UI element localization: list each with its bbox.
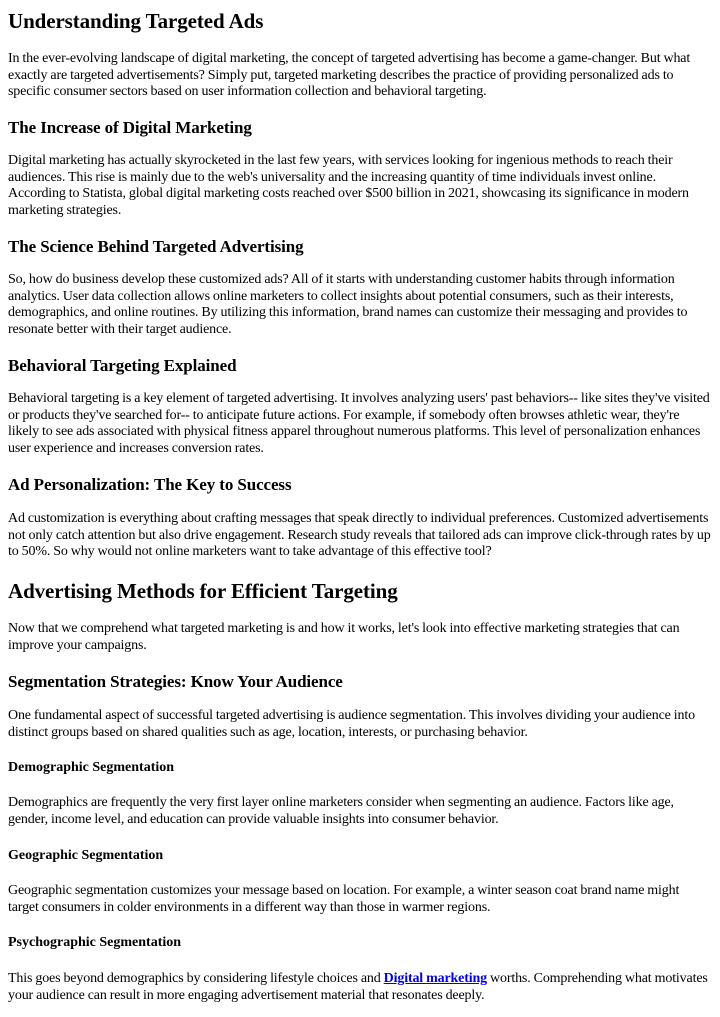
digital-marketing-link[interactable]: Digital marketing <box>383 971 487 986</box>
methods-title: Advertising Methods for Efficient Targeting <box>8 579 398 603</box>
demographic-body: Demographics are frequently the very first layer online marketers consider when segmenting an audience. Factors like age, gender, income level, and education can provide valuable insights into consumer behavior. <box>8 795 674 827</box>
section-body-behavioral: Behavioral targeting is a key element of targeted advertising. It involves analyzing users' past behaviors-- like sites they've visited or products they've searched for-- to anticipate future actions. For example, if somebody often browses athletic wear, they're likely to see ads associated with physical fitness apparel throughout numerous platforms. This level of personalization enhances user experience and increases conversion rates. <box>8 391 710 456</box>
section-heading-behavioral: Behavioral Targeting Explained <box>8 356 237 375</box>
demographic-heading: Demographic Segmentation <box>8 760 175 775</box>
intro-paragraph: In the ever-evolving landscape of digital marketing, the concept of targeted advertising has become a game-changer. But what exactly are targeted advertisements? Simply put, targeted marketing describes the practice of providing personalized ads to specific consumer sectors based on user information collection and behavioral targeting. <box>8 51 691 99</box>
section-heading-increase: The Increase of Digital Marketing <box>8 118 252 137</box>
methods-intro: Now that we comprehend what targeted marketing is and how it works, let's look into effective marketing strategies that can improve your campaigns. <box>8 621 680 653</box>
section-heading-personalization: Ad Personalization: The Key to Success <box>8 475 292 494</box>
psychographic-body-end: worths. Comprehending what motivates your audience can result in more engaging advertisement material that resonates deeply. <box>8 971 708 1003</box>
geographic-body: Geographic segmentation customizes your message based on location. For example, a winter season coat brand name might target consumers in colder environments in a different way than those in warmer regions. <box>8 883 680 915</box>
page-title: Understanding Targeted Ads <box>8 9 264 33</box>
section-body-science: So, how do business develop these customized ads? All of it starts with understanding customer habits through information analytics. User data collection allows online marketers to collect insights about potential consumers, such as their interests, demographics, and online routines. By utilizing this information, brand names can customize their messaging and provides to resonate better with their target audience. <box>8 272 688 337</box>
section-heading-science: The Science Behind Targeted Advertising <box>8 237 304 256</box>
geographic-heading: Geographic Segmentation <box>8 848 164 863</box>
psychographic-body-start: This goes beyond demographics by considering lifestyle choices and <box>8 971 384 986</box>
section-body-personalization: Ad customization is everything about crafting messages that speak directly to individual preferences. Customized advertisements not only catch attention but also drive engagement. Research study reveals that tailored ads can improve click-through rates by up to 50%. So why would not online marketers want to take advantage of this effective tool? <box>8 511 711 559</box>
segmentation-body: One fundamental aspect of successful targeted advertising is audience segmentation. This involves dividing your audience into distinct groups based on shared qualities such as age, location, interests, or purchasing behavior. <box>8 708 695 740</box>
segmentation-heading: Segmentation Strategies: Know Your Audience <box>8 672 343 691</box>
section-body-increase: Digital marketing has actually skyrocketed in the last few years, with services looking for ingenious methods to reach their audiences. This rise is mainly due to the web's universality and the increasing quantity of time individuals invest online. According to Statista, global digital marketing costs reached over $500 billion in 2021, showcasing its significance in modern marketing strategies. <box>8 153 689 218</box>
psychographic-heading: Psychographic Segmentation <box>8 935 182 950</box>
psychographic-body <box>8 971 712 1004</box>
